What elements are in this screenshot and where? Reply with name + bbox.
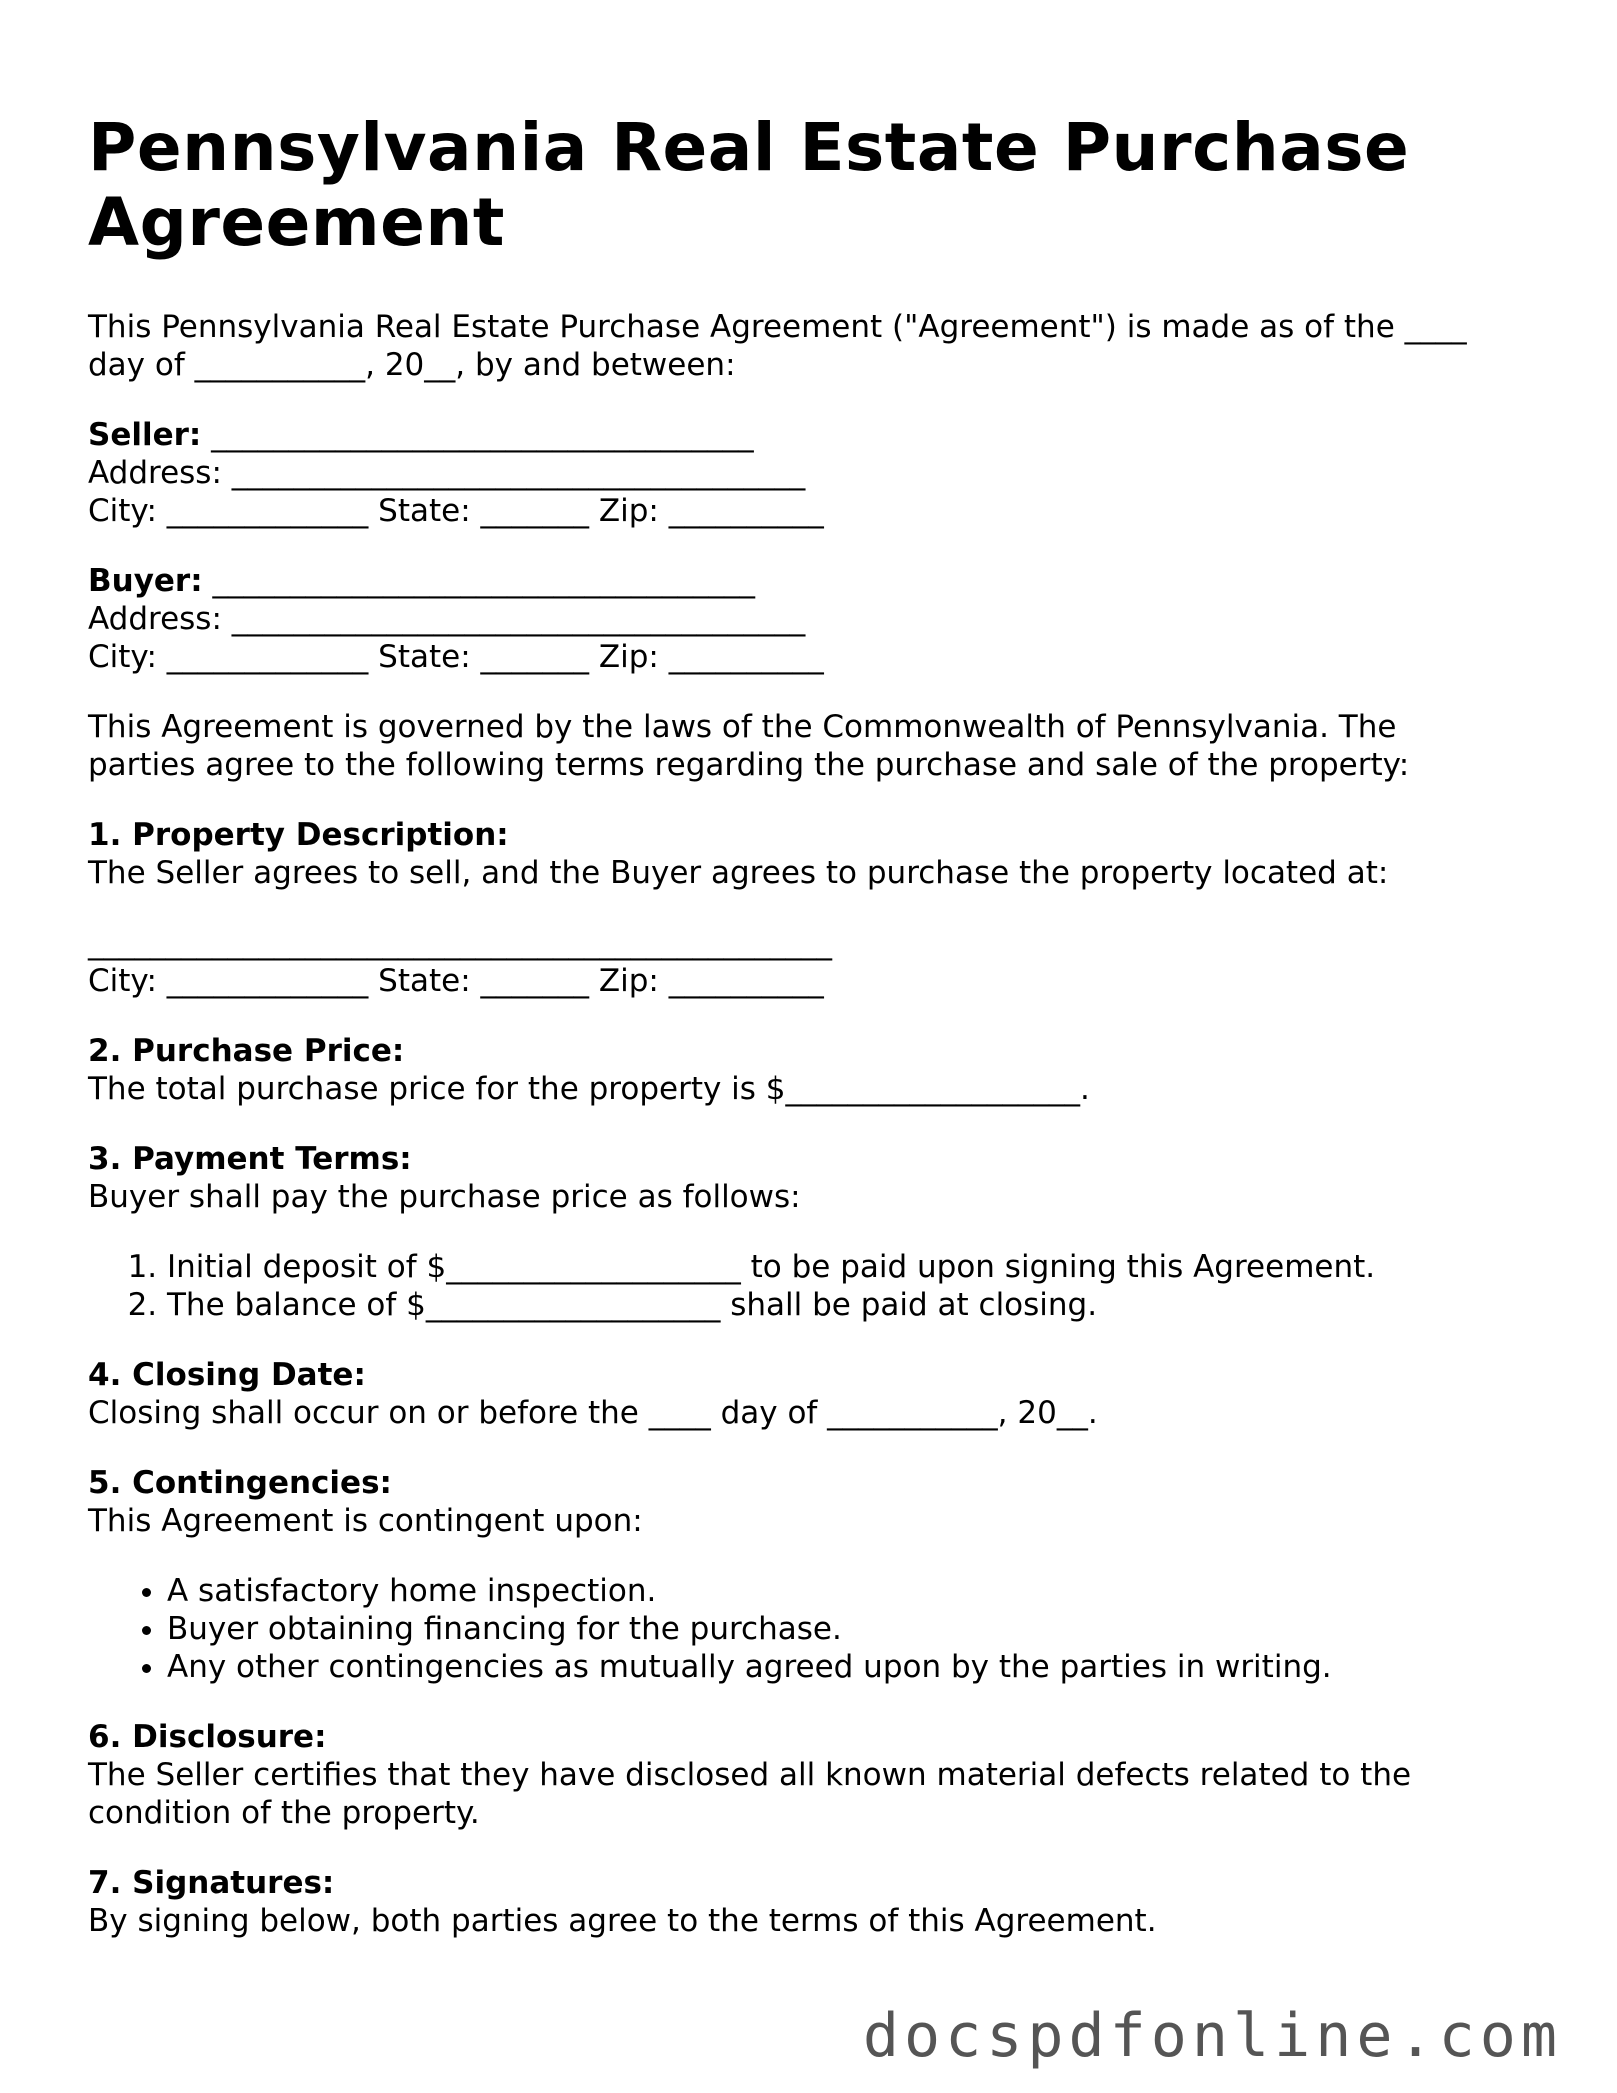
section-text: By signing below, both parties agree to the terms of this Agreement. [88, 1903, 1157, 1939]
buyer-block [88, 562, 1528, 676]
document-title: Pennsylvania Real Estate Purchase Agreement [88, 109, 1410, 261]
section-signatures [88, 1864, 1528, 1940]
intro-paragraph [88, 308, 1528, 384]
governing-law-paragraph [88, 708, 1528, 784]
property-city-line: City: _____________ State: _______ Zip: __________ [88, 963, 824, 999]
governed-line-1: This Agreement is governed by the laws of the Commonwealth of Pennsylvania. The [88, 709, 1397, 745]
section-contingencies [88, 1464, 1528, 1686]
list-item: • A satisfactory home inspection. [167, 1572, 1528, 1610]
contingencies-list [88, 1572, 1528, 1686]
section-heading: 7. Signatures: [88, 1865, 335, 1901]
section-text: Closing shall occur on or before the ____ day of ___________, 20__. [88, 1395, 1098, 1431]
seller-block [88, 416, 1528, 530]
payment-list [88, 1248, 1528, 1324]
governed-line-2: parties agree to the following terms regarding the purchase and sale of the property: [88, 747, 1410, 783]
buyer-name-line [88, 562, 1528, 600]
list-item: 1. Initial deposit of $___________________ to be paid upon signing this Agreement. [167, 1248, 1528, 1286]
section-heading: 1. Property Description: [88, 817, 509, 853]
section-payment-terms [88, 1140, 1528, 1324]
list-item: • Any other contingencies as mutually agreed upon by the parties in writing. [167, 1648, 1528, 1686]
document-page [88, 110, 1528, 1940]
watermark: docspdfonline.com [862, 2001, 1562, 2071]
section-text: Buyer shall pay the purchase price as follows: [88, 1179, 801, 1215]
seller-name-line [88, 416, 1528, 454]
list-item: • Buyer obtaining financing for the purchase. [167, 1610, 1528, 1648]
section-heading: 5. Contingencies: [88, 1465, 392, 1501]
section-heading: 3. Payment Terms: [88, 1141, 412, 1177]
buyer-name-blank: ___________________________________ [202, 563, 755, 599]
seller-address-line: Address: _____________________________________ [88, 455, 806, 491]
buyer-label: Buyer: [88, 563, 203, 599]
section-text-line-2: condition of the property. [88, 1795, 480, 1831]
section-closing-date [88, 1356, 1528, 1432]
seller-name-blank: ___________________________________ [201, 417, 754, 453]
section-property-description [88, 816, 1528, 1000]
list-item: 2. The balance of $___________________ shall be paid at closing. [167, 1286, 1528, 1324]
section-heading: 4. Closing Date: [88, 1357, 366, 1393]
section-text: The total purchase price for the property is $___________________. [88, 1071, 1090, 1107]
seller-city-line: City: _____________ State: _______ Zip: __________ [88, 493, 824, 529]
buyer-address-line: Address: _____________________________________ [88, 601, 806, 637]
section-text: The Seller agrees to sell, and the Buyer agrees to purchase the property located at: [88, 855, 1389, 891]
property-address-blank: ________________________________________________ [88, 925, 832, 961]
section-purchase-price [88, 1032, 1528, 1108]
intro-line-2: day of ___________, 20__, by and between: [88, 347, 736, 383]
intro-line-1: This Pennsylvania Real Estate Purchase Agreement ("Agreement") is made as of the ____ [88, 309, 1467, 345]
section-text-line-1: The Seller certifies that they have disclosed all known material defects related to the [88, 1757, 1412, 1793]
section-heading: 2. Purchase Price: [88, 1033, 405, 1069]
section-heading: 6. Disclosure: [88, 1719, 327, 1755]
section-disclosure [88, 1718, 1528, 1832]
buyer-city-line: City: _____________ State: _______ Zip: __________ [88, 639, 824, 675]
seller-label: Seller: [88, 417, 202, 453]
section-text: This Agreement is contingent upon: [88, 1503, 643, 1539]
